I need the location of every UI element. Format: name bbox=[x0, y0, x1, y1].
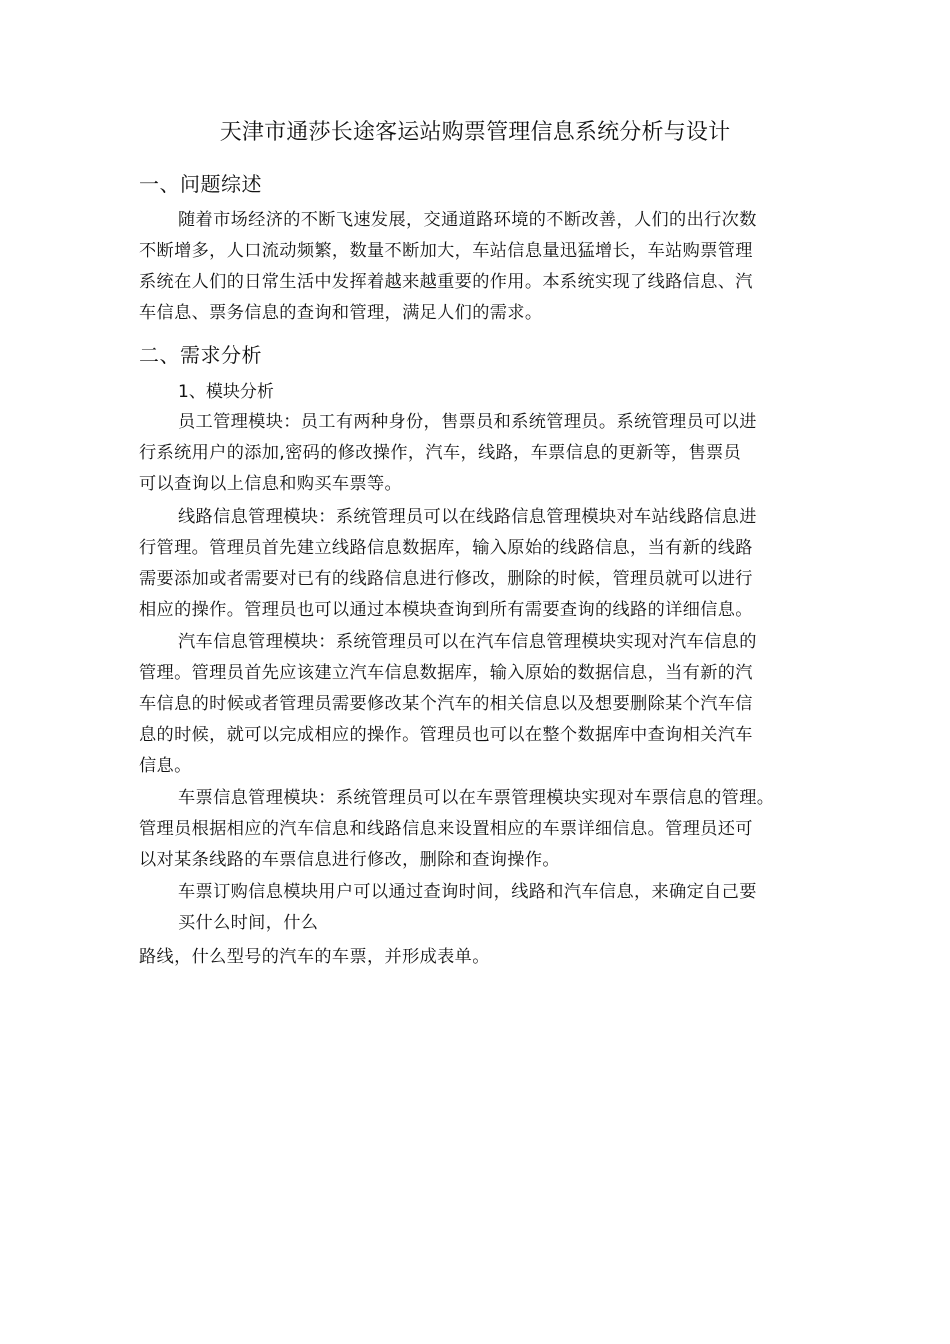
paragraph-line: 车信息、票务信息的查询和管理，满足人们的需求。 bbox=[139, 303, 543, 323]
section-heading-requirements-analysis: 二、需求分析 bbox=[139, 343, 262, 367]
paragraph-line: 需要添加或者需要对已有的线路信息进行修改，删除的时候，管理员就可以进行 bbox=[139, 569, 753, 589]
paragraph-line: 随着市场经济的不断飞速发展，交通道路环境的不断改善，人们的出行次数 bbox=[178, 210, 757, 230]
paragraph-line: 可以查询以上信息和购买车票等。 bbox=[139, 474, 403, 494]
paragraph-line: 息的时候，就可以完成相应的操作。管理员也可以在整个数据库中查询相关汽车 bbox=[139, 725, 753, 745]
paragraph-line: 员工管理模块：员工有两种身份，售票员和系统管理员。系统管理员可以进 bbox=[178, 412, 757, 432]
subsection-heading-module-analysis: 1、模块分析 bbox=[178, 382, 274, 402]
paragraph-line: 行系统用户的添加,密码的修改操作，汽车，线路，车票信息的更新等，售票员 bbox=[139, 443, 742, 463]
paragraph-line: 车信息的时候或者管理员需要修改某个汽车的相关信息以及想要删除某个汽车信 bbox=[139, 694, 753, 714]
section-heading-problem-overview: 一、问题综述 bbox=[139, 172, 262, 196]
document-title: 天津市通莎长途客运站购票管理信息系统分析与设计 bbox=[219, 120, 731, 145]
paragraph-line: 管理员根据相应的汽车信息和线路信息来设置相应的车票详细信息。管理员还可 bbox=[139, 819, 753, 839]
paragraph-line: 不断增多，人口流动频繁，数量不断加大，车站信息量迅猛增长，车站购票管理 bbox=[139, 241, 753, 261]
paragraph-line: 路线，什么型号的汽车的车票，并形成表单。 bbox=[139, 947, 490, 967]
paragraph-line: 线路信息管理模块：系统管理员可以在线路信息管理模块对车站线路信息进 bbox=[178, 507, 757, 527]
paragraph-line: 行管理。管理员首先建立线路信息数据库，输入原始的线路信息，当有新的线路 bbox=[139, 538, 753, 558]
paragraph-line: 信息。 bbox=[139, 756, 192, 776]
paragraph-line: 以对某条线路的车票信息进行修改，删除和查询操作。 bbox=[139, 850, 560, 870]
paragraph-line: 买什么时间，什么 bbox=[178, 913, 319, 933]
paragraph-line: 相应的操作。管理员也可以通过本模块查询到所有需要查询的线路的详细信息。 bbox=[139, 600, 753, 620]
paragraph-line: 汽车信息管理模块：系统管理员可以在汽车信息管理模块实现对汽车信息的 bbox=[178, 632, 757, 652]
paragraph-line: 管理。管理员首先应该建立汽车信息数据库，输入原始的数据信息，当有新的汽 bbox=[139, 663, 753, 683]
paragraph-line: 车票信息管理模块：系统管理员可以在车票管理模块实现对车票信息的管理。 bbox=[178, 788, 775, 808]
paragraph-line: 系统在人们的日常生活中发挥着越来越重要的作用。本系统实现了线路信息、汽 bbox=[139, 272, 753, 292]
paragraph-line: 车票订购信息模块用户可以通过查询时间，线路和汽车信息，来确定自己要 bbox=[178, 882, 757, 902]
